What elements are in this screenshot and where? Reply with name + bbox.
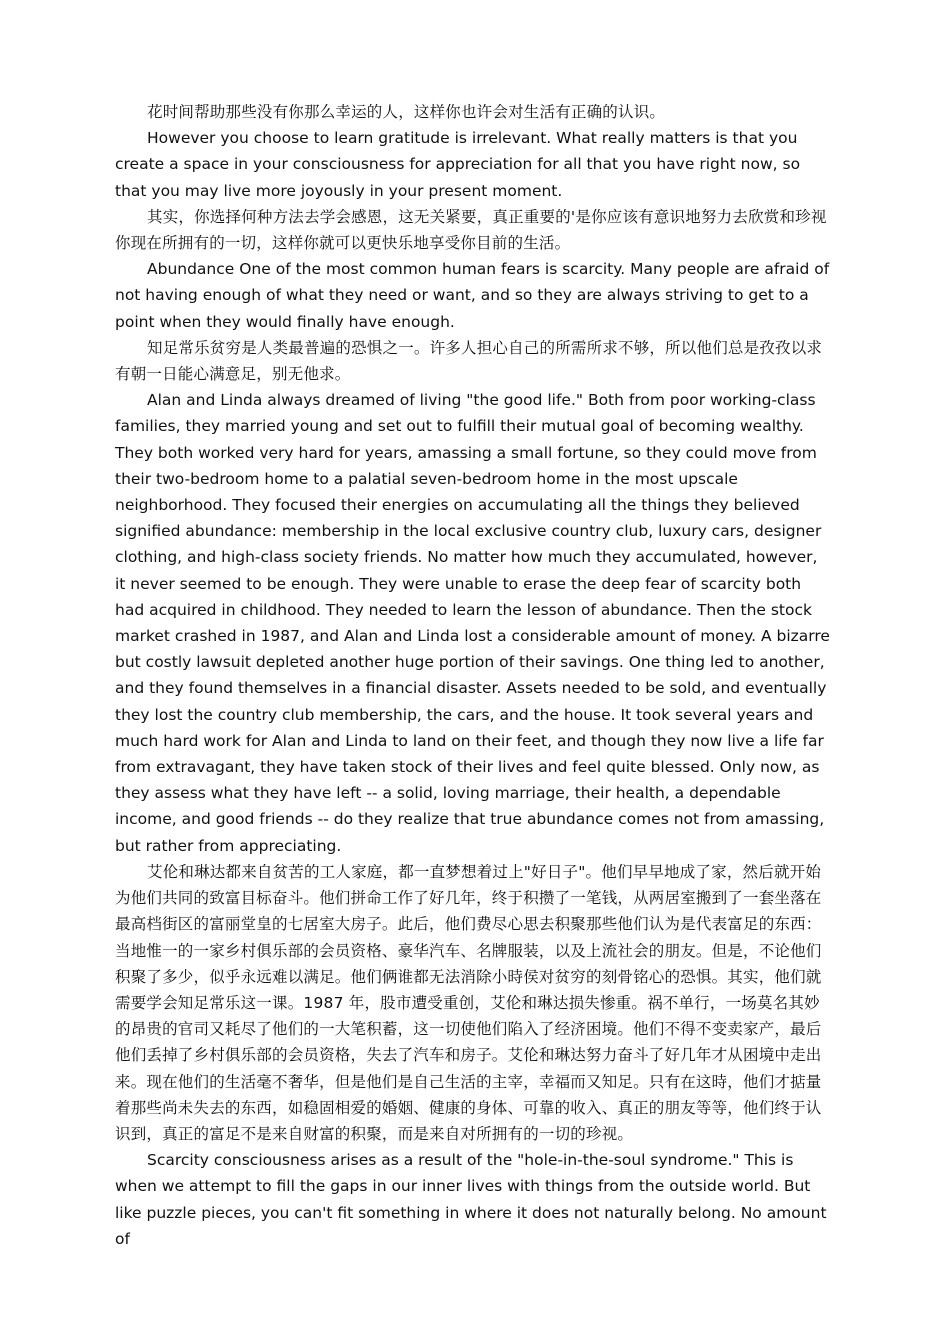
paragraph-en-gratitude-irrelevant: However you choose to learn gratitude is irrelevant. What really matters is that you create a space in your consciousness for appreciation for all that you have right now, so that you may live more joyously in your present moment. (115, 129, 801, 200)
paragraph-zh-alan-linda-story: 艾伦和琳达都来自贫苦的工人家庭，都一直梦想着过上"好日子"。他们早早地成了家，然后就开始为他们共同的致富目标奋斗。他们拼命工作了好几年，终于积攒了一笔钱，从两居室搬到了一套坐落在最高档街区的富丽堂皇的七居室大房子。此后，他们费尽心思去积聚那些他们认为是代表富足的东西：当地惟一的一家乡村俱乐部的会员资格、豪华汽车、名牌服装，以及上流社会的朋友。但是，不论他们积聚了多少，似乎永远难以满足。他们俩谁都无法消除小時侯对贫穷的刻骨铭心的恐惧。其实，他们就需要学会知足常乐这一课。1987 年，股市遭受重创，艾伦和琳达损失惨重。祸不单行，一场莫名其妙的昂贵的官司又耗尽了他们的一大笔积蓄，这一切使他们陷入了经济困境。他们不得不变卖家产，最后他们丢掉了乡村俱乐部的会员资格，失去了汽车和房子。艾伦和琳达努力奋斗了好几年才从困境中走出来。现在他们的生活毫不奢华，但是他们是自己生活的主宰，幸福而又知足。只有在这時，他们才掂量着那些尚未失去的东西，如稳固相爱的婚姻、健康的身体、可靠的收入、真正的朋友等等，他们终于认识到，真正的富足不是来自财富的积聚，而是来自对所拥有的一切的珍视。 (115, 862, 822, 1143)
paragraph-zh-gratitude-irrelevant: 其实，你选择何种方法去学会感恩，这无关紧要，真正重要的'是你应该有意识地努力去欣赏和珍视你现在所拥有的一切，这样你就可以更快乐地享受你目前的生活。 (115, 207, 827, 253)
paragraph-en-alan-linda-story: Alan and Linda always dreamed of living "the good life." Both from poor working-class families, they married young and set out to fulfill their mutual goal of becoming wealthy. They both worked very hard for years, amassing a small fortune, so they could move from their two-bedroom home to a palatial seven-bedroom home in the most upscale neighborhood. They focused their energies on accumulating all the things they believed signified abundance: membership in the local exclusive country club, luxury cars, designer clothing, and high-class society friends. No matter how much they accumulated, however, it never seemed to be enough. They were unable to erase the deep fear of scarcity both had acquired in childhood. They needed to learn the lesson of abundance. Then the stock market crashed in 1987, and Alan and Linda lost a considerable amount of money. A bizarre but costly lawsuit depleted another huge portion of their savings. One thing led to another, and they found themselves in a financial disaster. Assets needed to be sold, and eventually they lost the country club membership, the cars, and the house. It took several years and much hard work for Alan and Linda to land on their feet, and though they now live a life far from extravagant, they have taken stock of their lives and feel quite blessed. Only now, as they assess what they have left -- a solid, loving marriage, their health, a dependable income, and good friends -- do they realize that true abundance comes not from amassing, but rather from appreciating. (115, 391, 830, 855)
paragraph-zh-gratitude-help: 花时间帮助那些没有你那么幸运的人，这样你也许会对生活有正确的认识。 (147, 103, 666, 121)
paragraph-zh-abundance-intro: 知足常乐贫穷是人类最普遍的恐惧之一。许多人担心自己的所需所求不够，所以他们总是孜孜以求有朝一日能心满意足，别无他求。 (115, 338, 823, 384)
document-page (115, 99, 832, 1252)
paragraph-en-scarcity-consciousness: Scarcity consciousness arises as a result of the "hole-in-the-soul syndrome." This is when we attempt to fill the gaps in our inner lives with things from the outside world. But like puzzle pieces, you can't fit something in where it does not naturally belong. No amount of (115, 1151, 827, 1248)
paragraph-en-abundance-intro: Abundance One of the most common human fears is scarcity. Many people are afraid of not having enough of what they need or want, and so they are always striving to get to a point when they would finally have enough. (115, 260, 830, 331)
